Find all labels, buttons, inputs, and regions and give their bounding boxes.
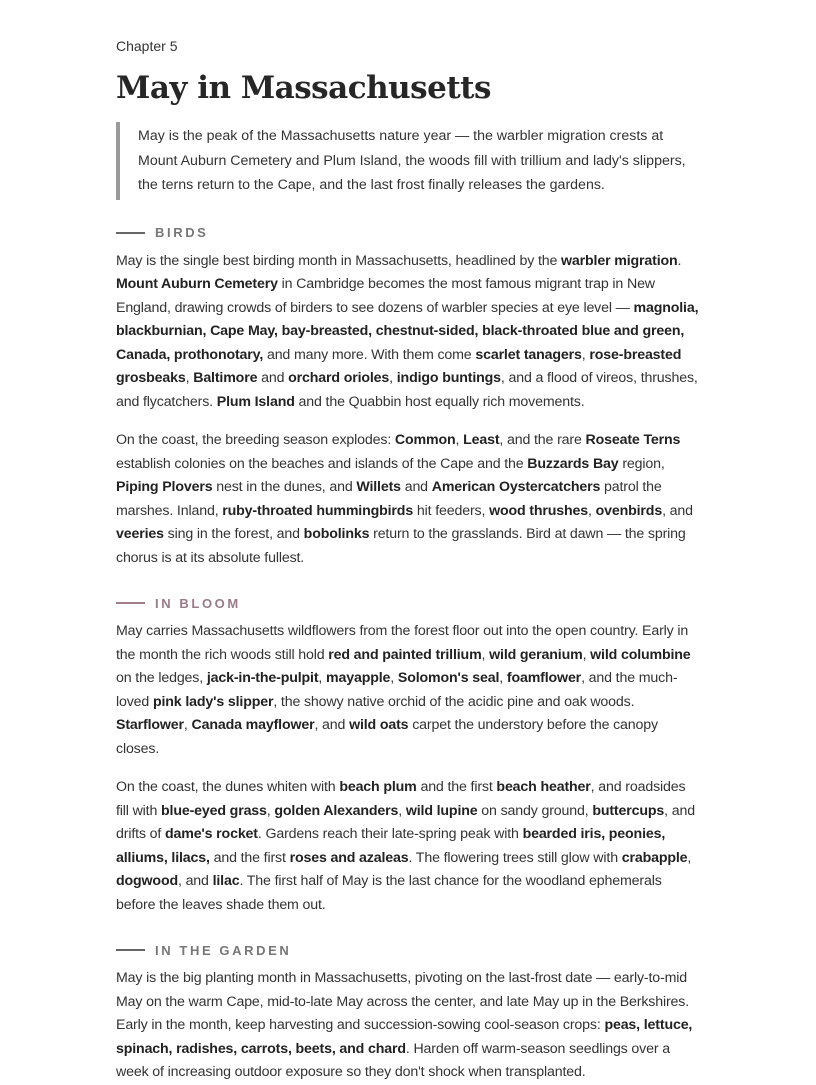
text-run: ,	[318, 670, 327, 687]
garden-paragraph	[116, 967, 700, 1085]
text-run: , and the much-loved	[116, 670, 678, 710]
bold-term: Buzzards Bay	[527, 455, 619, 472]
text-run: . Gardens reach their late-spring peak with	[257, 826, 523, 843]
text-run: May carries Massachusetts wildflowers from the forest floor out into the open country. Early in the month the rich woods still hold	[116, 623, 689, 663]
text-run: and the first	[416, 779, 497, 796]
bold-term: magnolia, blackburnian, Cape May, bay-breasted, chestnut-sided, black-throated blue and green, Canada, prothonotary,	[116, 299, 699, 363]
bold-term: Baltimore	[193, 370, 258, 387]
text-run: on sandy ground,	[477, 802, 593, 819]
text-run: , and	[662, 502, 693, 519]
text-run: . The first half of May is the last chance for the woodland ephemerals before the leaves shade them out.	[116, 873, 662, 913]
text-run: sing in the forest, and	[163, 526, 304, 543]
text-run: and the Quabbin host equally rich movements.	[294, 393, 585, 410]
bold-term: dogwood	[116, 873, 178, 890]
text-run: return to the grasslands. Bird at dawn — the spring chorus is at its absolute fullest.	[116, 526, 686, 566]
section-label: IN THE GARDEN	[155, 942, 292, 958]
text-run: region,	[618, 455, 665, 472]
bold-term: wild geranium	[489, 646, 583, 663]
bold-term: orchard orioles	[288, 370, 390, 387]
bold-term: jack-in-the-pulpit	[206, 670, 319, 687]
text-run: ,	[185, 370, 194, 387]
section-rule	[116, 949, 145, 951]
text-run: ,	[499, 670, 507, 687]
text-run: and the first	[209, 849, 290, 866]
section-heading-birds	[116, 224, 700, 242]
text-run: ,	[266, 802, 275, 819]
text-run: carpet the understory before the canopy closes.	[116, 717, 658, 757]
bold-term: wild oats	[349, 717, 409, 734]
text-run: ,	[398, 802, 406, 819]
bold-term: wood thrushes	[489, 502, 589, 519]
intro-blockquote: May is the peak of the Massachusetts nature year — the warbler migration crests at Mount Auburn Cemetery and Plum Island, the woods fill with trillium and lady's slippers, the terns return to the Cape, and the last frost finally releases the gardens.	[116, 122, 700, 200]
text-run: , and roadsides fill with	[116, 779, 686, 819]
bold-term: indigo buntings	[396, 370, 501, 387]
text-run: , and the rare	[499, 432, 586, 449]
birds-paragraph	[116, 250, 700, 415]
text-run: May is the single best birding month in Massachusetts, headlined by the	[116, 252, 562, 269]
bold-term: dame's rocket	[164, 826, 258, 843]
text-run: ,	[389, 370, 397, 387]
bold-term: beach heather	[496, 779, 591, 796]
bold-term: ovenbirds	[595, 502, 663, 519]
bold-term: bearded iris, peonies, alliums, lilacs,	[116, 826, 666, 866]
bold-term: ruby-throated hummingbirds	[222, 502, 414, 519]
text-run: in Cambridge becomes the most famous migrant trap in New England, drawing crowds of birders to see dozens of warbler species at eye level —	[116, 276, 655, 316]
bold-term: Common	[394, 432, 456, 449]
text-run: On the coast, the breeding season explodes:	[116, 432, 395, 449]
text-run: , and a flood of vireos, thrushes, and flycatchers.	[116, 370, 698, 410]
section-heading-in-the-garden	[116, 941, 700, 959]
bold-term: pink lady's slipper	[152, 693, 274, 710]
text-run: and many more. With them come	[263, 346, 476, 363]
bold-term: blue-eyed grass	[161, 802, 267, 819]
text-run: and	[257, 370, 289, 387]
section-label: IN BLOOM	[155, 595, 241, 611]
bold-term: bobolinks	[303, 526, 370, 543]
bold-term: rose-breasted grosbeaks	[116, 346, 682, 387]
text-run: ,	[687, 849, 692, 866]
bold-term: peas, lettuce, spinach, radishes, carrots, beets, and chard	[116, 1017, 693, 1057]
bold-term: Plum Island	[216, 393, 295, 410]
bold-term: crabapple	[621, 849, 688, 866]
text-run: ,	[481, 646, 490, 663]
bold-term: foamflower	[506, 670, 582, 687]
text-run: ,	[581, 346, 590, 363]
text-run: , and	[314, 717, 350, 734]
birds-paragraph	[116, 429, 700, 570]
text-run: , the showy native orchid of the acidic pine and oak woods.	[273, 693, 635, 710]
text-run: May is the big planting month in Massachusetts, pivoting on the last-frost date — early-to-mid May on the warm Cape, mid-to-late May across the center, and late May up in the Berkshires. Early in the month, keep harvesting and succession-sowing cool-season crops:	[116, 970, 690, 1034]
text-run: . Harden off warm-season seedlings over a week of increasing outdoor exposure so they don't shock when transplanted.	[116, 1040, 670, 1081]
bold-term: Roseate Terns	[585, 432, 681, 449]
text-run: ,	[582, 646, 591, 663]
text-run: .	[677, 252, 682, 269]
text-run: . The flowering trees still glow with	[408, 849, 622, 866]
text-run: patrol the marshes. Inland,	[116, 479, 662, 519]
text-run: ,	[183, 717, 192, 734]
bold-term: Mount Auburn Cemetery	[116, 276, 278, 293]
text-run: and	[400, 479, 432, 496]
text-run: On the coast, the dunes whiten with	[116, 779, 340, 796]
text-run: on the ledges,	[116, 670, 207, 687]
page-title: May in Massachusetts	[116, 70, 491, 106]
text-run: nest in the dunes, and	[212, 479, 357, 496]
text-run: ,	[588, 502, 596, 519]
bold-term: buttercups	[592, 802, 665, 819]
section-heading-in-bloom	[116, 594, 700, 612]
bloom-paragraph	[116, 620, 700, 761]
bold-term: veeries	[116, 526, 164, 543]
bold-term: American Oystercatchers	[431, 479, 601, 496]
bold-term: scarlet tanagers	[475, 346, 582, 363]
bold-term: beach plum	[339, 779, 417, 796]
bold-term: lilac	[212, 873, 240, 890]
section-rule	[116, 602, 145, 604]
bloom-paragraph	[116, 776, 700, 917]
section-label: BIRDS	[155, 225, 209, 241]
bold-term: golden Alexanders	[274, 802, 399, 819]
text-run: ,	[455, 432, 464, 449]
bold-term: warbler migration	[561, 252, 678, 269]
bold-term: Solomon's seal	[397, 670, 500, 687]
text-run: , and	[177, 873, 213, 890]
chapter-label: Chapter 5	[116, 38, 178, 54]
bold-term: Starflower	[116, 717, 184, 734]
bold-term: Canada mayflower	[191, 717, 315, 734]
bold-term: Willets	[356, 479, 401, 496]
bold-term: wild columbine	[590, 646, 691, 663]
bold-term: red and painted trillium	[328, 646, 482, 663]
text-run: ,	[390, 670, 398, 687]
bold-term: wild lupine	[405, 802, 478, 819]
text-run: hit feeders,	[413, 502, 490, 519]
bold-term: mayapple	[326, 670, 391, 687]
section-rule	[116, 232, 145, 234]
bold-term: Piping Plovers	[116, 479, 213, 496]
text-run: establish colonies on the beaches and islands of the Cape and the	[116, 455, 528, 472]
text-run: , and drifts of	[116, 802, 695, 843]
bold-term: Least	[463, 432, 500, 449]
bold-term: roses and azaleas	[289, 849, 409, 866]
